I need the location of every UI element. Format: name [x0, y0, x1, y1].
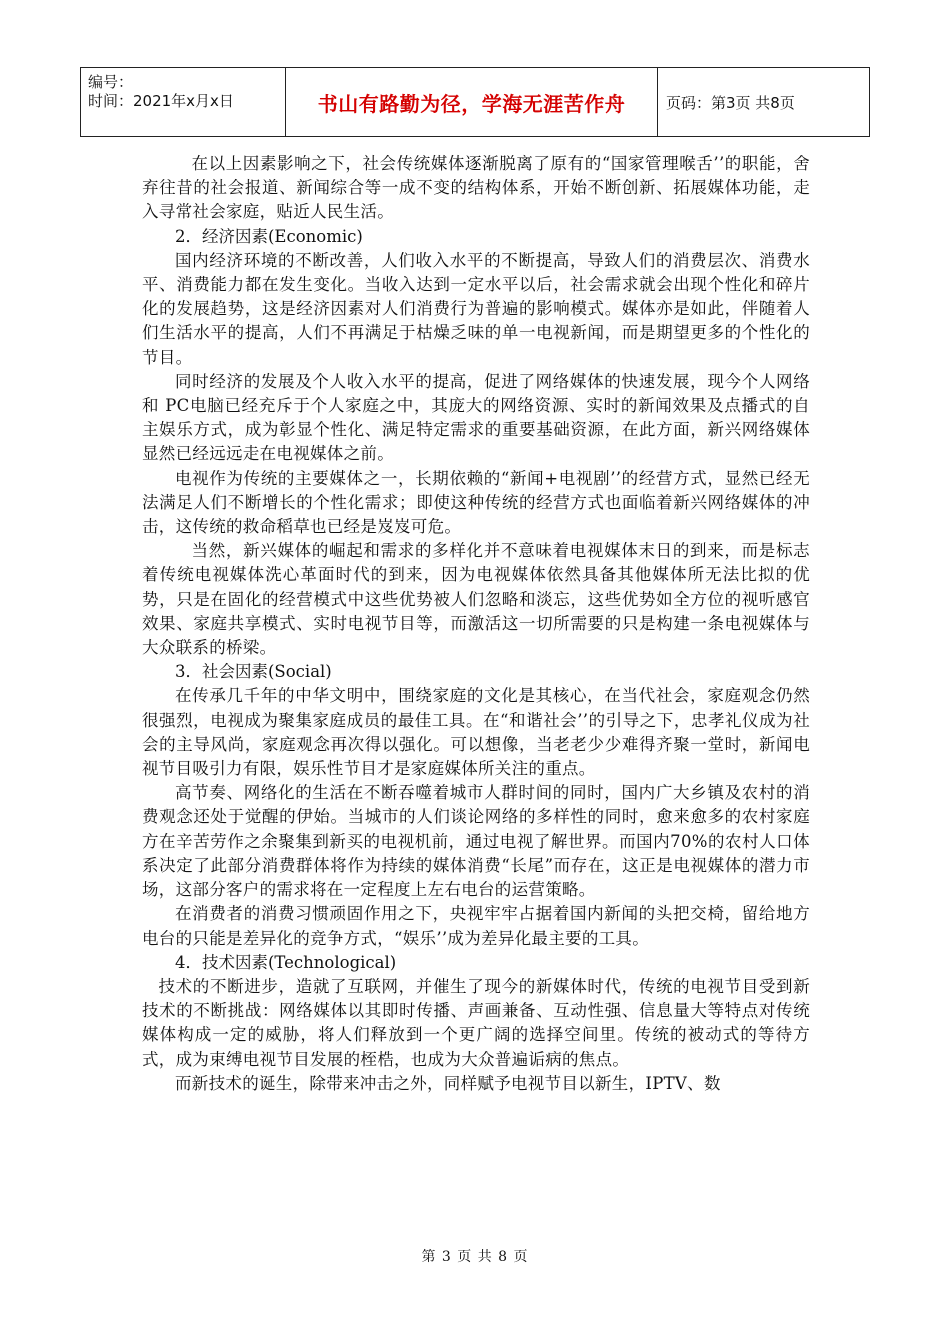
paragraph: 高节奏、网络化的生活在不断吞噬着城市人群时间的同时，国内广大乡镇及农村的消费观念还处于觉醒的伊始。当城市的人们谈论网络的多样性的同时，愈来愈多的农村家庭方在辛苦劳作之余聚集到新买的电视机前，通过电视了解世界。而国内70%的农村人口体系决定了此部分消费群体将作为持续的媒体消费“长尾”而存在，这正是电视媒体的潜力市场，这部分客户的需求将在一定程度上左右电台的运营策略。 — [142, 783, 810, 900]
paragraph: 在以上因素影响之下，社会传统媒体逐渐脱离了原有的“国家管理喉舌’’的职能，舍弃往昔的社会报道、新闻综合等一成不变的结构体系，开始不断创新、拓展媒体功能，走入寻常社会家庭，贴近人民生活。 — [142, 154, 810, 222]
paragraph: 而新技术的诞生，除带来冲击之外，同样赋予电视节目以新生，IPTV、数 — [175, 1073, 721, 1093]
header-meta — [81, 68, 286, 136]
section-heading-technological: 4．技术因素(Technological) — [175, 952, 397, 972]
paragraph: 技术的不断进步，造就了互联网，并催生了现今的新媒体时代，传统的电视节目受到新技术的不断挑战：网络媒体以其即时传播、声画兼备、互动性强、信息量大等特点对传统媒体构成一定的威胁，将人们释放到一个更广阔的选择空间里。传统的被动式的等待方式，成为束缚电视节目发展的桎梏，也成为大众普遍诟病的焦点。 — [142, 976, 810, 1069]
paragraph: 在消费者的消费习惯顽固作用之下，央视牢牢占据着国内新闻的头把交椅，留给地方电台的只能是差异化的竞争方式，“娱乐’’成为差异化最主要的工具。 — [142, 904, 810, 948]
paragraph: 同时经济的发展及个人收入水平的提高，促进了网络媒体的快速发展，现今个人网络和 PC电脑已经充斥于个人家庭之中，其庞大的网络资源、实时的新闻效果及点播式的自主娱乐方式，成为彰显个性化、满足特定需求的重要基础资源，在此方面，新兴网络媒体显然已经远远走在电视媒体之前。 — [142, 371, 810, 464]
paragraph: 国内经济环境的不断改善，人们收入水平的不断提高，导致人们的消费层次、消费水平、消费能力都在发生变化。当收入达到一定水平以后，社会需求就会出现个性化和碎片化的发展趋势，这是经济因素对人们消费行为普遍的影响模式。媒体亦是如此，伴随着人们生活水平的提高，人们不再满足于枯燥乏味的单一电视新闻，而是期望更多的个性化的节目。 — [142, 250, 810, 367]
paragraph: 在传承几千年的中华文明中，围绕家庭的文化是其核心，在当代社会，家庭观念仍然很强烈，电视成为聚集家庭成员的最佳工具。在“和谐社会’’的引导之下，忠孝礼仪成为社会的主导风尚，家庭观念再次得以强化。可以想像，当老老少少难得齐聚一堂时，新闻电视节目吸引力有限，娱乐性节目才是家庭媒体所关注的重点。 — [142, 686, 810, 779]
page-footer: 第 3 页 共 8 页 — [421, 1249, 529, 1265]
header-page-label: 页码：第3页 共8页 — [666, 93, 795, 112]
time-label: 时间：2021年x月x日 — [88, 92, 234, 110]
document-body — [142, 152, 810, 1096]
header-motto: 书山有路勤为径，学海无涯苦作舟 — [286, 68, 658, 136]
header-table — [80, 67, 870, 137]
section-heading-social: 3．社会因素(Social) — [175, 662, 332, 682]
paragraph: 电视作为传统的主要媒体之一，长期依赖的“新闻+电视剧’’的经营方式，显然已经无法满足人们不断增长的个性化需求；即使这种传统的经营方式也面临着新兴网络媒体的冲击，这传统的救命稻草也已经是岌岌可危。 — [142, 468, 810, 537]
paragraph: 当然，新兴媒体的崛起和需求的多样化并不意味着电视媒体末日的到来，而是标志着传统电视媒体洗心革面时代的到来，因为电视媒体依然具备其他媒体所无法比拟的优势，只是在固化的经营模式中这些优势被人们忽略和淡忘，这些优势如全方位的视听感官效果、家庭共享模式、实时电视节目等，而激活这一切所需要的只是构建一条电视媒体与大众联系的桥梁。 — [142, 541, 810, 658]
number-label: 编号： — [88, 73, 134, 91]
section-heading-economic: 2．经济因素(Economic) — [175, 226, 363, 246]
